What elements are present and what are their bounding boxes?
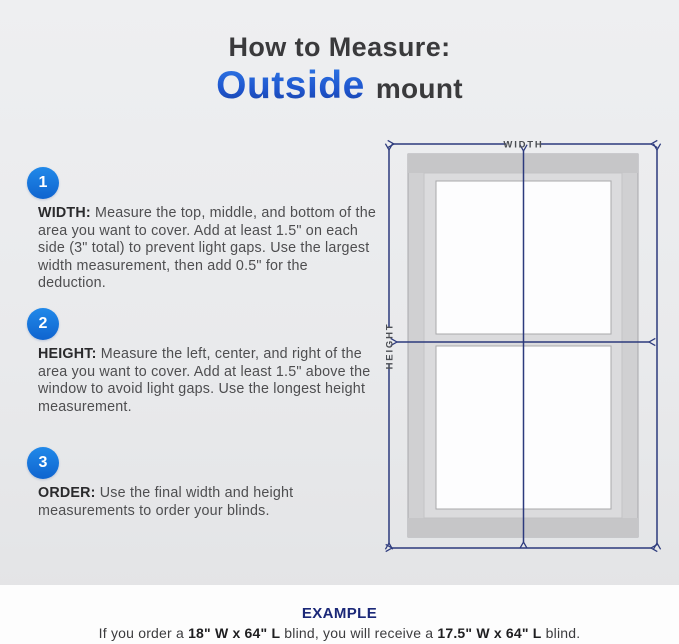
example-footer <box>0 585 679 644</box>
step-3-label: ORDER: <box>38 485 96 501</box>
example-received-size: 17.5" W x 64" L <box>437 625 542 641</box>
example-heading: EXAMPLE <box>301 605 378 622</box>
step-2-number-badge: 2 <box>27 308 59 340</box>
step-2-label: HEIGHT: <box>38 346 97 362</box>
step-1-label: WIDTH: <box>38 205 91 221</box>
step-3-body: Use the final width and height measurements to order your blinds. <box>38 485 294 519</box>
example-ordered-size: 18" W x 64" L <box>188 625 281 641</box>
step-3-number-badge: 3 <box>27 447 59 479</box>
example-sentence <box>0 625 679 641</box>
step-1-body: Measure the top, middle, and bottom of the area you want to cover. Add at least 1.5" on each side (3" total) to prevent light gaps. Use the largest width measurement, then add 0.5" for the deduction. <box>38 205 376 291</box>
mount-suffix-label: mount <box>375 72 463 104</box>
step-2-body: Measure the left, center, and right of the area you want to cover. Add at least 1.5" above the window to avoid light gaps. Use the longest height measurement. <box>38 346 371 415</box>
mount-type-label: Outside <box>216 63 365 107</box>
example-suffix: blind. <box>541 625 581 641</box>
page-title: How to Measure: <box>228 32 451 62</box>
example-prefix: If you order a <box>98 625 189 641</box>
example-middle: blind, you will receive a <box>280 625 438 641</box>
height-dimension-label: HEIGHT <box>384 322 396 370</box>
width-dimension-label: WIDTH <box>503 139 544 151</box>
step-1-number-badge: 1 <box>27 167 59 199</box>
